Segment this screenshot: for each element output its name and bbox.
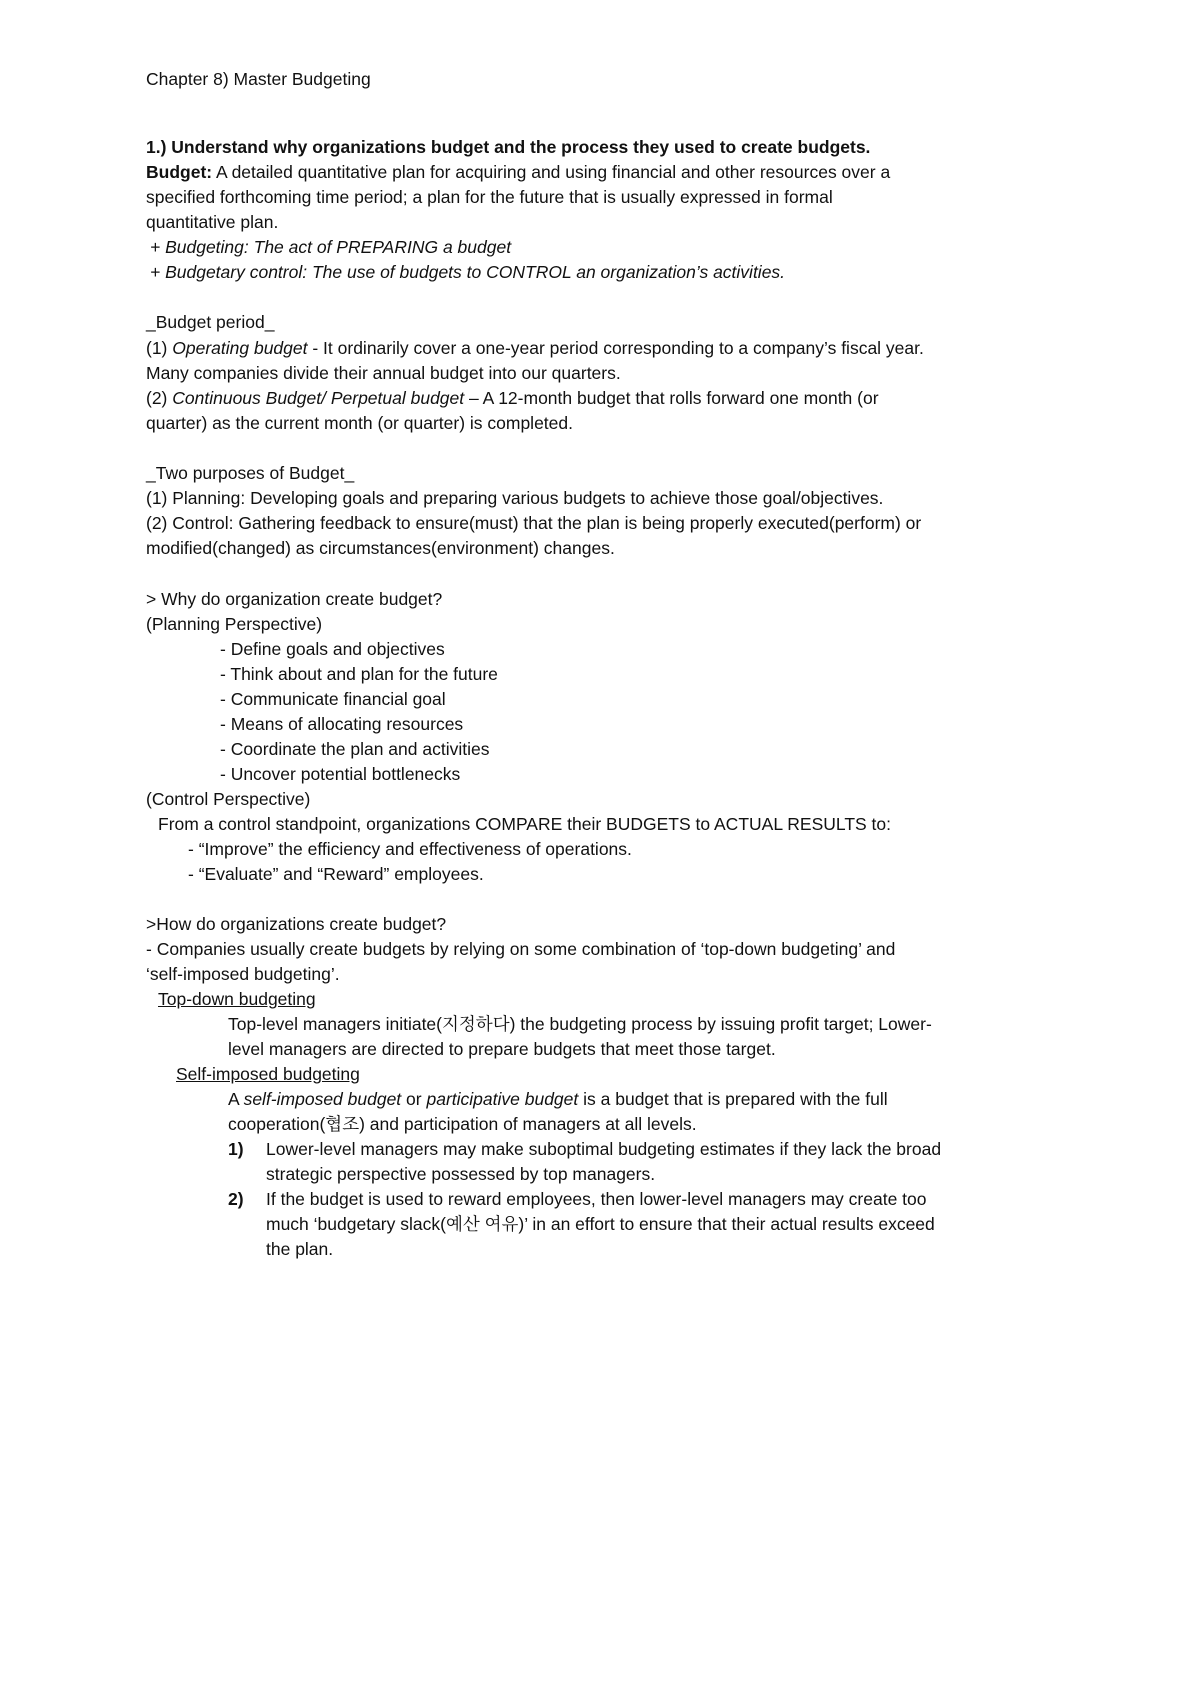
numbered-item-text: the plan.	[266, 1239, 334, 1259]
text: or	[401, 1089, 427, 1109]
text: is a budget that is prepared with the full	[578, 1089, 888, 1109]
control-purpose-cont: modified(changed) as circumstances(environment) changes.	[146, 538, 615, 558]
list-item: - Means of allocating resources	[220, 714, 464, 734]
list-item: - Define goals and objectives	[220, 639, 445, 659]
term: participative budget	[426, 1089, 579, 1109]
how-intro: - Companies usually create budgets by relying on some combination of ‘top-down budgeting’ and	[146, 939, 896, 959]
list-item: - Think about and plan for the future	[220, 664, 498, 684]
term: Operating budget	[172, 338, 308, 358]
operating-budget-item	[146, 337, 924, 359]
top-down-label: Top-down budgeting	[158, 989, 316, 1009]
operating-budget-cont: Many companies divide their annual budget into our quarters.	[146, 363, 621, 383]
self-imposed-def-cont: cooperation(협조) and participation of managers at all levels.	[228, 1114, 697, 1134]
budget-def-line: specified forthcoming time period; a plan for the future that is usually expressed in formal	[146, 187, 833, 207]
term: self-imposed budget	[243, 1089, 402, 1109]
list-item: - Uncover potential bottlenecks	[220, 764, 461, 784]
text: A	[228, 1089, 244, 1109]
list-item: - Communicate financial goal	[220, 689, 446, 709]
budget-period-heading: _Budget period_	[146, 312, 275, 332]
budget-term: Budget:	[146, 162, 213, 182]
list-item: - “Evaluate” and “Reward” employees.	[188, 864, 484, 884]
budget-def-line: quantitative plan.	[146, 212, 279, 232]
self-imposed-def	[228, 1088, 888, 1110]
planning-perspective-label: (Planning Perspective)	[146, 614, 323, 634]
self-imposed-label: Self-imposed budgeting	[176, 1064, 360, 1084]
top-down-text-cont: level managers are directed to prepare budgets that meet those target.	[228, 1039, 776, 1059]
control-purpose: (2) Control: Gathering feedback to ensure(must) that the plan is being properly executed(perform) or	[146, 513, 922, 533]
budget-def-line: A detailed quantitative plan for acquiring and using financial and other resources over a	[212, 162, 891, 182]
how-question: >How do organizations create budget?	[146, 914, 447, 934]
control-perspective-label: (Control Perspective)	[146, 789, 311, 809]
budgeting-note: + Budgeting: The act of PREPARING a budget	[150, 237, 512, 257]
budget-definition	[146, 161, 890, 183]
list-number: 1)	[228, 1139, 244, 1159]
list-item: - Coordinate the plan and activities	[220, 739, 490, 759]
item-number: (2)	[146, 388, 173, 408]
item-text: – A 12-month budget that rolls forward one month (or	[464, 388, 879, 408]
why-question: > Why do organization create budget?	[146, 589, 443, 609]
numbered-item-text: strategic perspective possessed by top managers.	[266, 1164, 656, 1184]
planning-purpose: (1) Planning: Developing goals and preparing various budgets to achieve those goal/objectives.	[146, 488, 884, 508]
numbered-item-text: If the budget is used to reward employees, then lower-level managers may create too	[266, 1189, 927, 1209]
control-intro: From a control standpoint, organizations COMPARE their BUDGETS to ACTUAL RESULTS to:	[158, 814, 892, 834]
numbered-item-text: Lower-level managers may make suboptimal budgeting estimates if they lack the broad	[266, 1139, 942, 1159]
item-text: - It ordinarily cover a one-year period corresponding to a company’s fiscal year.	[307, 338, 924, 358]
how-intro-cont: ‘self-imposed budgeting’.	[146, 964, 340, 984]
top-down-text: Top-level managers initiate(지정하다) the budgeting process by issuing profit target; Lower-	[228, 1014, 932, 1034]
term: Continuous Budget/ Perpetual budget	[172, 388, 465, 408]
list-item: - “Improve” the efficiency and effectiveness of operations.	[188, 839, 632, 859]
budgetary-control-note: + Budgetary control: The use of budgets to CONTROL an organization’s activities.	[150, 262, 786, 282]
numbered-item-text: much ‘budgetary slack(예산 여유)’ in an effort to ensure that their actual results exceed	[266, 1214, 935, 1234]
section-heading: 1.) Understand why organizations budget and the process they used to create budgets.	[146, 137, 871, 157]
item-number: (1)	[146, 338, 173, 358]
continuous-budget-cont: quarter) as the current month (or quarter) is completed.	[146, 413, 573, 433]
purposes-heading: _Two purposes of Budget_	[146, 463, 355, 483]
chapter-title: Chapter 8) Master Budgeting	[146, 69, 371, 89]
continuous-budget-item	[146, 387, 879, 409]
list-number: 2)	[228, 1189, 244, 1209]
